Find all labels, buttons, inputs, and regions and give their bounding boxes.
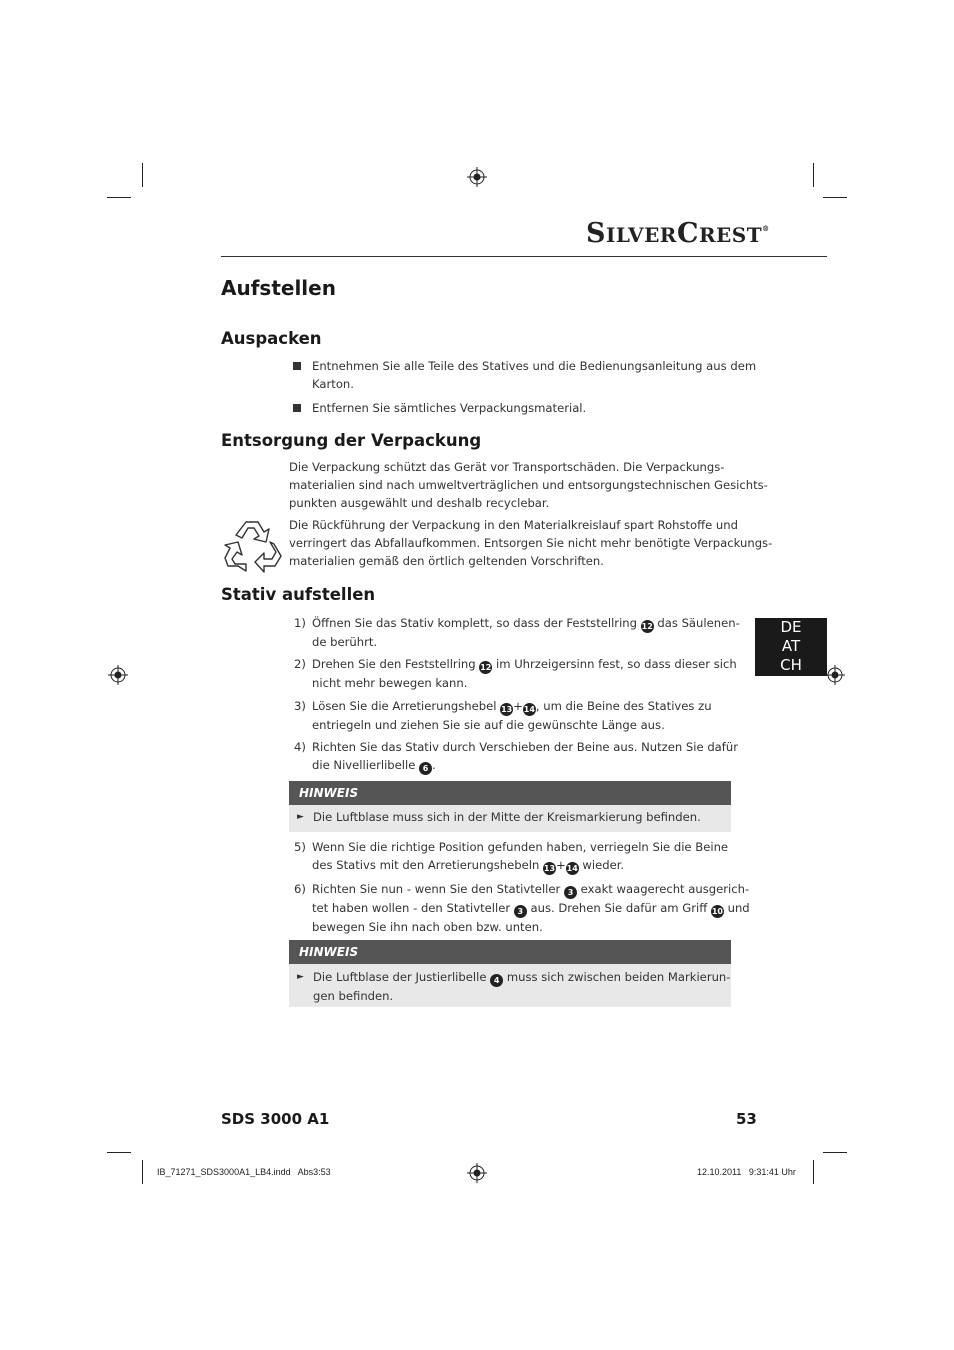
section-heading-disposal: Entsorgung der Verpackung — [221, 431, 482, 450]
step-number: 4) — [294, 740, 306, 754]
part-number-badge: 6 — [419, 762, 432, 775]
step-number: 2) — [294, 657, 306, 671]
part-number-badge: 10 — [711, 907, 723, 916]
arrow-right-icon: ► — [297, 812, 304, 822]
part-number-badge: 4 — [490, 974, 503, 987]
crop-mark — [142, 1160, 143, 1184]
print-file-info: IB_71271_SDS3000A1_LB4.indd Abs3:53 — [157, 1167, 331, 1177]
bullet-icon — [293, 362, 301, 370]
crop-mark — [823, 1152, 847, 1153]
note-body: ► Die Luftblase muss sich in der Mitte der Kreismarkierung befinden. — [289, 805, 731, 832]
step-number: 3) — [294, 699, 306, 713]
part-number-badge: 13 — [501, 705, 513, 714]
page-number: 53 — [736, 1110, 757, 1128]
page-title: Aufstellen — [221, 276, 336, 300]
note-body: ► Die Luftblase der Justierlibelle 4 muss sich zwischen beiden Markierun- gen befinden. — [289, 964, 731, 1007]
disposal-paragraph-1: Die Verpackung schützt das Gerät vor Transportschäden. Die Verpackungs- materialien sind nach umweltverträglichen und entsorgungstechnischen Gesichts- punkten ausgewählt und deshalb recyclebar. — [289, 460, 768, 510]
arrow-right-icon: ► — [297, 972, 304, 982]
step-text: Drehen Sie den Feststellring 12 im Uhrzeigersinn fest, so dass dieser sich nicht mehr bewegen kann. — [312, 657, 737, 690]
step-text: Richten Sie nun - wenn Sie den Stativteller 3 exakt waagerecht ausgerich- tet haben wollen - den Stativteller 3 aus. Drehen Sie dafür am Griff 10 und bewegen Sie ihn nach oben bzw. unten. — [312, 882, 750, 934]
crop-mark — [107, 197, 131, 198]
part-number-badge: 12 — [641, 622, 653, 631]
part-number-badge: 12 — [480, 663, 492, 672]
registration-mark-icon — [467, 167, 487, 187]
step-text: Lösen Sie die Arretierungshebel 13+14, um die Beine des Statives zu entriegeln und ziehen Sie sie auf die gewünschte Länge aus. — [312, 699, 712, 732]
brand-logo: SILVERCREST® — [586, 218, 770, 249]
step-text: Öffnen Sie das Stativ komplett, so dass der Feststellring 12 das Säulenen- de berührt. — [312, 616, 740, 649]
part-number-badge: 13 — [543, 864, 556, 873]
section-heading-unpacking: Auspacken — [221, 329, 322, 348]
registration-mark-icon — [108, 665, 128, 685]
section-heading-setup: Stativ aufstellen — [221, 585, 376, 604]
part-number-badge: 3 — [514, 905, 527, 918]
crop-mark — [813, 163, 814, 187]
recycle-icon — [224, 518, 286, 574]
print-date-info: 12.10.2011 9:31:41 Uhr — [697, 1167, 796, 1177]
part-number-badge: 3 — [564, 886, 577, 899]
crop-mark — [823, 197, 847, 198]
registration-mark-icon — [825, 665, 845, 685]
bullet-icon — [293, 404, 301, 412]
header-rule — [221, 256, 827, 257]
language-tab: DE AT CH — [755, 618, 827, 676]
step-number: 5) — [294, 840, 306, 854]
disposal-paragraph-2: Die Rückführung der Verpackung in den Materialkreislauf spart Rohstoffe und verringert das Abfallaufkommen. Entsorgen Sie nicht mehr benötigte Verpackungs- materialien gemäß den örtlich geltenden Vorschriften. — [289, 518, 773, 568]
crop-mark — [107, 1152, 131, 1153]
step-number: 6) — [294, 882, 306, 896]
list-item: Entnehmen Sie alle Teile des Statives und die Bedienungsanleitung aus dem Karton. — [312, 359, 757, 391]
step-text: Richten Sie das Stativ durch Verschieben der Beine aus. Nutzen Sie dafür die Nivellierlibelle 6 . — [312, 740, 738, 773]
step-text: Wenn Sie die richtige Position gefunden haben, verriegeln Sie die Beine des Stativs mit den Arretierungshebeln 13+14 wieder. — [312, 840, 729, 873]
note-header: HINWEIS — [289, 940, 731, 964]
step-number: 1) — [294, 616, 306, 630]
part-number-badge: 14 — [566, 864, 578, 873]
footer-model: SDS 3000 A1 — [221, 1110, 330, 1128]
crop-mark — [813, 1160, 814, 1184]
list-item: Entfernen Sie sämtliches Verpackungsmaterial. — [312, 401, 587, 415]
registration-mark-icon — [467, 1163, 487, 1183]
part-number-badge: 14 — [523, 705, 535, 714]
note-header: HINWEIS — [289, 781, 731, 805]
crop-mark — [142, 163, 143, 187]
